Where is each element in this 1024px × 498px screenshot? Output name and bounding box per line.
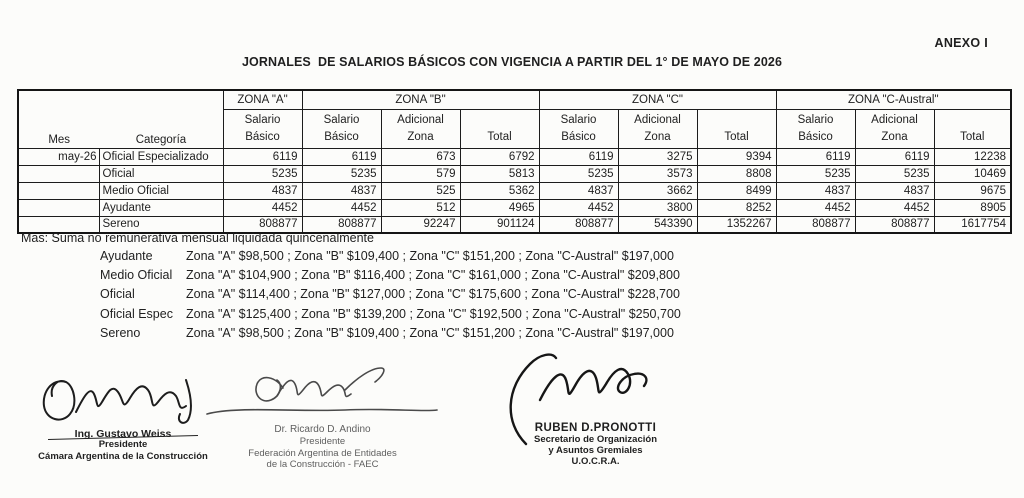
cell-value: 4452 <box>223 199 302 216</box>
col-header-salario-b: Salario Básico <box>302 109 381 148</box>
cell-value: 9675 <box>934 182 1011 199</box>
signature-scribble-weiss <box>38 368 208 428</box>
cell-value: 8905 <box>934 199 1011 216</box>
signature-block-pronotti <box>488 352 703 467</box>
cell-value: 543390 <box>618 216 697 233</box>
note-line <box>100 247 681 266</box>
note-detail: Zona "A" $98,500 ; Zona "B" $109,400 ; Zona "C" $151,200 ; Zona "C-Austral" $197,000 <box>186 249 674 263</box>
cell-value: 808877 <box>855 216 934 233</box>
cell-value: 10469 <box>934 165 1011 182</box>
cell-value: 4837 <box>855 182 934 199</box>
cell-value: 5235 <box>223 165 302 182</box>
col-header-salario-c: Salario Básico <box>539 109 618 148</box>
col-header-categoria: Categoría <box>135 133 187 146</box>
col-header-total-ca: Total <box>934 109 1011 148</box>
note-detail: Zona "A" $114,400 ; Zona "B" $127,000 ; Zona "C" $175,600 ; Zona "C-Austral" $228,700 <box>186 287 680 302</box>
zone-header-row <box>18 90 1011 109</box>
cell-value: 808877 <box>223 216 302 233</box>
cell-mes <box>18 165 99 182</box>
cell-value: 3573 <box>618 165 697 182</box>
cell-value: 6119 <box>776 148 855 165</box>
cell-value: 1617754 <box>934 216 1011 233</box>
cell-value: 579 <box>381 165 460 182</box>
note-categoria: Ayudante <box>100 249 153 263</box>
cell-value: 5813 <box>460 165 539 182</box>
note-lines <box>100 247 681 343</box>
cell-value: 8252 <box>697 199 776 216</box>
col-header-total-c: Total <box>697 109 776 148</box>
note-line <box>100 324 681 343</box>
note-categoria: Oficial Espec <box>100 306 173 321</box>
cell-value: 5362 <box>460 182 539 199</box>
cell-value: 6792 <box>460 148 539 165</box>
cell-value: 4452 <box>302 199 381 216</box>
note-categoria: Oficial <box>100 287 135 302</box>
signature-org-2: de la Construcción - FAEC <box>266 459 379 470</box>
document-title: JORNALES DE SALARIOS BÁSICOS CON VIGENCIA A PARTIR DEL 1° DE MAYO DE 2026 <box>241 55 783 69</box>
zone-a-header: ZONA "A" <box>223 90 302 109</box>
corner-cell <box>18 90 223 148</box>
col-header-adicional-b: Adicional Zona <box>381 109 460 148</box>
signature-name: RUBEN D.PRONOTTI <box>534 422 657 434</box>
cell-mes <box>18 182 99 199</box>
signature-name: Dr. Ricardo D. Andino <box>274 424 371 435</box>
cell-mes <box>18 199 99 216</box>
table-row <box>18 182 1011 199</box>
cell-categoria: Sereno <box>99 216 223 233</box>
cell-value: 12238 <box>934 148 1011 165</box>
table-row <box>18 199 1011 216</box>
signature-org: Cámara Argentina de la Construcción <box>38 450 208 462</box>
cell-value: 4837 <box>539 182 618 199</box>
anexo-label: ANEXO I <box>934 36 988 50</box>
cell-value: 3800 <box>618 199 697 216</box>
cell-value: 4837 <box>223 182 302 199</box>
cell-value: 808877 <box>302 216 381 233</box>
uocra-stamp <box>488 422 703 467</box>
signature-title-2: y Asuntos Gremiales <box>548 445 643 456</box>
cell-value: 8808 <box>697 165 776 182</box>
cell-value: 92247 <box>381 216 460 233</box>
signature-title: Presidente <box>98 439 148 450</box>
cell-value: 5235 <box>855 165 934 182</box>
cell-categoria: Oficial <box>99 165 223 182</box>
col-header-total-b: Total <box>460 109 539 148</box>
cell-value: 6119 <box>539 148 618 165</box>
cell-value: 5235 <box>539 165 618 182</box>
note-detail: Zona "A" $125,400 ; Zona "B" $139,200 ; Zona "C" $192,500 ; Zona "C-Austral" $250,700 <box>186 306 681 321</box>
note-detail: Zona "A" $98,500 ; Zona "B" $109,400 ; Zona "C" $151,200 ; Zona "C-Austral" $197,000 <box>186 325 674 340</box>
signature-title: Presidente <box>299 436 346 447</box>
cell-mes: may-26 <box>18 148 99 165</box>
cell-value: 9394 <box>697 148 776 165</box>
cell-value: 808877 <box>776 216 855 233</box>
note-line <box>100 305 681 324</box>
cell-value: 1352267 <box>697 216 776 233</box>
note-header: Mas: Suma no remunerativa mensual liquidada quincenalmente <box>21 231 374 245</box>
cell-categoria: Medio Oficial <box>99 182 223 199</box>
cell-value: 5235 <box>302 165 381 182</box>
signature-block-andino <box>200 366 445 471</box>
note-detail: Zona "A" $104,900 ; Zona "B" $116,400 ; Zona "C" $161,000 ; Zona "C-Austral" $209,800 <box>186 268 680 283</box>
table-row <box>18 165 1011 182</box>
col-header-salario-ca: Salario Básico <box>776 109 855 148</box>
cell-value: 3275 <box>618 148 697 165</box>
table-row <box>18 148 1011 165</box>
cell-value: 6119 <box>223 148 302 165</box>
cell-value: 8499 <box>697 182 776 199</box>
cell-value: 4837 <box>302 182 381 199</box>
cell-value: 3662 <box>618 182 697 199</box>
note-categoria: Medio Oficial <box>100 268 173 283</box>
cell-categoria: Ayudante <box>99 199 223 216</box>
salary-table <box>17 89 1012 234</box>
col-header-adicional-c: Adicional Zona <box>618 109 697 148</box>
signature-org: Federación Argentina de Entidades <box>248 447 397 459</box>
zone-c-header: ZONA "C" <box>539 90 776 109</box>
cell-value: 673 <box>381 148 460 165</box>
cell-value: 5235 <box>776 165 855 182</box>
cell-value: 4452 <box>855 199 934 216</box>
cell-value: 512 <box>381 199 460 216</box>
zone-c-austral-header: ZONA "C-Austral" <box>776 90 1011 109</box>
cell-value: 901124 <box>460 216 539 233</box>
cell-value: 4837 <box>776 182 855 199</box>
cell-value: 808877 <box>539 216 618 233</box>
col-header-mes: Mes <box>48 133 71 146</box>
col-header-adicional-ca: Adicional Zona <box>855 109 934 148</box>
signature-block-weiss <box>28 368 218 462</box>
cell-value: 525 <box>381 182 460 199</box>
signature-org: U.O.C.R.A. <box>571 456 620 467</box>
cell-value: 6119 <box>302 148 381 165</box>
zone-b-header: ZONA "B" <box>302 90 539 109</box>
note-categoria: Sereno <box>100 325 141 340</box>
signature-title: Secretario de Organización <box>533 434 657 445</box>
cell-value: 6119 <box>855 148 934 165</box>
cell-value: 4452 <box>539 199 618 216</box>
cell-categoria: Oficial Especializado <box>99 148 223 165</box>
cell-value: 4965 <box>460 199 539 216</box>
col-header-salario-a: Salario Básico <box>223 109 302 148</box>
signature-scribble-andino <box>205 366 440 424</box>
signature-name: Ing. Gustavo Weiss <box>74 428 172 440</box>
note-line <box>100 266 681 285</box>
note-line <box>100 285 681 304</box>
cell-value: 4452 <box>776 199 855 216</box>
